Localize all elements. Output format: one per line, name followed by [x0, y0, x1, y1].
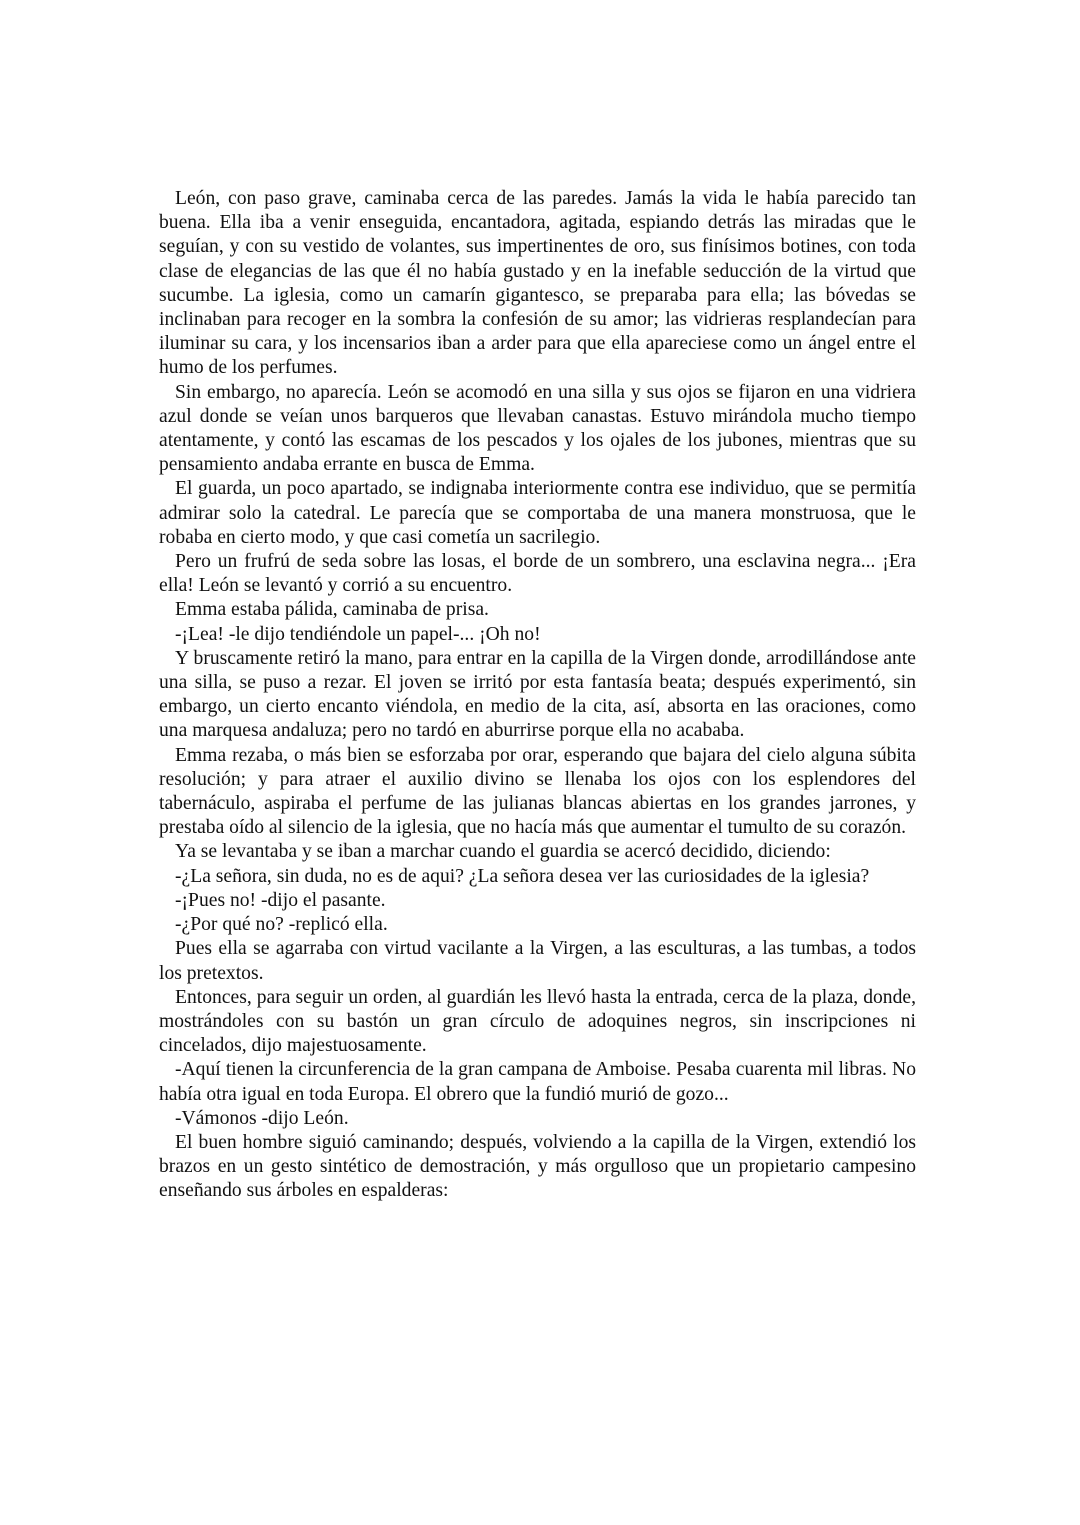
- paragraph-pues-ella: Pues ella se agarraba con virtud vacilante a la Virgen, a las esculturas, a las tumbas, a todos los pretextos.: [159, 938, 916, 984]
- paragraph-leon-walking: León, con paso grave, caminaba cerca de las paredes. Jamás la vida le había parecido tan buena. Ella iba a venir enseguida, encantadora, agitada, espiando detrás las miradas que le seguían, y con su vestido de volantes, sus impertinentes de oro, sus finísimos botines, con toda clase de elegancias de las que él no había gustado y en la inefable seducción de la virtud que sucumbe. La iglesia, como un camarín gigantesco, se preparaba para ella; las bóvedas se inclinaban para recoger en la sombra la confesión de su amor; las vidrieras resplandecían para iluminar su cara, y los incensarios iban a arder para que ella apareciese como un ángel entre el humo de los perfumes.: [159, 188, 916, 379]
- paragraph-dialogue-amboise: -Aquí tienen la circunferencia de la gran campana de Amboise. Pesaba cuarenta mil libras. No había otra igual en toda Europa. El obrero que la fundió murió de gozo...: [159, 1059, 916, 1105]
- paragraph-dialogue-lea: -¡Lea! -le dijo tendiéndole un papel-... ¡Oh no!: [175, 623, 541, 645]
- paragraph-dialogue-senora: -¿La señora, sin duda, no es de aqui? ¿La señora desea ver las curiosidades de la iglesia?: [175, 865, 870, 887]
- paragraph-emma-palida: Emma estaba pálida, caminaba de prisa.: [175, 599, 489, 621]
- paragraph-emma-rezaba: Emma rezaba, o más bien se esforzaba por orar, esperando que bajara del cielo alguna súbita resolución; y para atraer el auxilio divino se llenaba los ojos con los esplendores del tabernáculo, aspiraba el perfume de las julianas blancas abiertas en los grandes jarrones, y prestaba oído al silencio de la iglesia, que no hacía más que aumentar el tumulto de su corazón.: [159, 744, 916, 839]
- paragraph-dialogue-vamonos: -Vámonos -dijo León.: [175, 1107, 349, 1129]
- paragraph-el-guarda: El guarda, un poco apartado, se indignaba interiormente contra ese individuo, que se permitía admirar solo la catedral. Le parecía que se comportaba de una manera monstruosa, que le robaba en cierto modo, y que casi cometía un sacrilegio.: [159, 478, 916, 548]
- paragraph-ya-se-levantaba: Ya se levantaba y se iban a marchar cuando el guardia se acercó decidido, diciendo:: [175, 841, 831, 863]
- paragraph-buen-hombre: El buen hombre siguió caminando; después, volviendo a la capilla de la Virgen, extendió los brazos en un gesto sintético de demostración, y más orgulloso que un propietario campesino enseñando sus árboles en espalderas:: [159, 1131, 916, 1202]
- paragraph-pero-un-frufru: Pero un frufrú de seda sobre las losas, el borde de un sombrero, una esclavina negra... ¡Era ella! León se levantó y corrió a su encuentro.: [159, 551, 916, 597]
- paragraph-entonces: Entonces, para seguir un orden, al guardián les llevó hasta la entrada, cerca de la plaza, donde, mostrándoles con su bastón un gran círculo de adoquines negros, sin inscripciones ni cincelados, dijo majestuosamente.: [159, 986, 916, 1057]
- document-page: [159, 187, 916, 1204]
- paragraph-bruscamente: Y bruscamente retiró la mano, para entrar en la capilla de la Virgen donde, arrodillándose ante una silla, se puso a rezar. El joven se irritó por esta fantasía beata; después experimentó, sin embargo, un cierto encanto viéndola, en medio de la cita, así, absorta en las oraciones, como una marquesa andaluza; pero no tardó en aburrirse porque ella no acababa.: [159, 647, 916, 742]
- paragraph-dialogue-pues-no: -¡Pues no! -dijo el pasante.: [175, 889, 386, 911]
- paragraph-dialogue-por-que-no: -¿Por qué no? -replicó ella.: [175, 914, 388, 936]
- paragraph-sin-embargo: Sin embargo, no aparecía. León se acomodó en una silla y sus ojos se fijaron en una vidriera azul donde se veían unos barqueros que llevaban canastas. Estuvo mirándola mucho tiempo atentamente, y contó las escamas de los pescados y los ojales de los jubones, mientras que su pensamiento andaba errante en busca de Emma.: [159, 381, 916, 476]
